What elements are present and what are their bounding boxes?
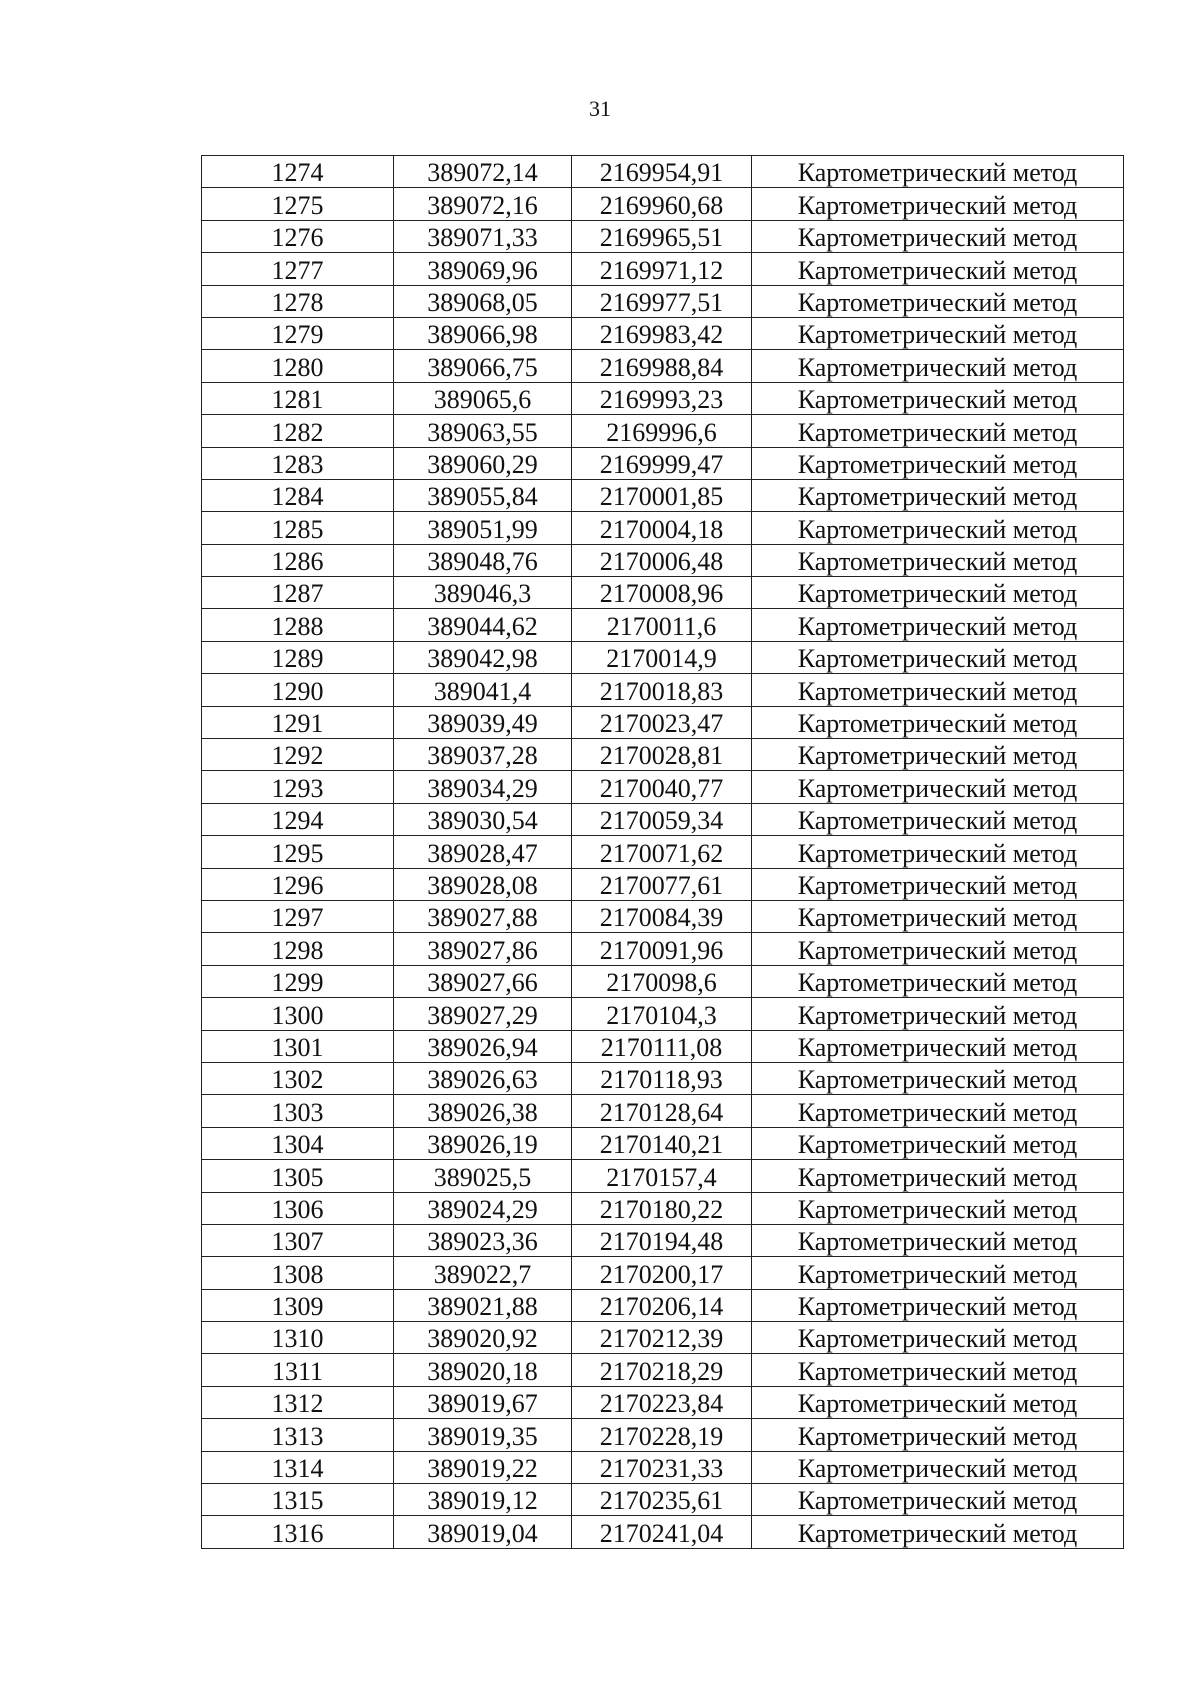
point-number-cell: 1309 xyxy=(202,1289,394,1321)
method-cell: Картометрический метод xyxy=(752,1289,1124,1321)
table-row xyxy=(202,1386,1124,1418)
method-cell: Картометрический метод xyxy=(752,577,1124,609)
y-coordinate-cell: 2170018,83 xyxy=(572,674,752,706)
y-coordinate-cell: 2169960,68 xyxy=(572,188,752,220)
point-number-cell: 1307 xyxy=(202,1224,394,1256)
method-cell: Картометрический метод xyxy=(752,998,1124,1030)
method-cell: Картометрический метод xyxy=(752,1257,1124,1289)
table-row xyxy=(202,220,1124,252)
x-coordinate-cell: 389066,75 xyxy=(394,350,572,382)
y-coordinate-cell: 2170001,85 xyxy=(572,479,752,511)
table-row xyxy=(202,739,1124,771)
method-cell: Картометрический метод xyxy=(752,1192,1124,1224)
point-number-cell: 1280 xyxy=(202,350,394,382)
y-coordinate-cell: 2170004,18 xyxy=(572,512,752,544)
point-number-cell: 1279 xyxy=(202,317,394,349)
point-number-cell: 1316 xyxy=(202,1516,394,1548)
table-row xyxy=(202,382,1124,414)
point-number-cell: 1305 xyxy=(202,1160,394,1192)
y-coordinate-cell: 2170231,33 xyxy=(572,1451,752,1483)
point-number-cell: 1276 xyxy=(202,220,394,252)
x-coordinate-cell: 389025,5 xyxy=(394,1160,572,1192)
x-coordinate-cell: 389072,14 xyxy=(394,156,572,188)
x-coordinate-cell: 389068,05 xyxy=(394,285,572,317)
x-coordinate-cell: 389063,55 xyxy=(394,415,572,447)
table-row xyxy=(202,674,1124,706)
method-cell: Картометрический метод xyxy=(752,641,1124,673)
y-coordinate-cell: 2170104,3 xyxy=(572,998,752,1030)
y-coordinate-cell: 2170111,08 xyxy=(572,1030,752,1062)
x-coordinate-cell: 389046,3 xyxy=(394,577,572,609)
point-number-cell: 1297 xyxy=(202,900,394,932)
method-cell: Картометрический метод xyxy=(752,253,1124,285)
method-cell: Картометрический метод xyxy=(752,447,1124,479)
point-number-cell: 1312 xyxy=(202,1386,394,1418)
x-coordinate-cell: 389071,33 xyxy=(394,220,572,252)
x-coordinate-cell: 389019,35 xyxy=(394,1419,572,1451)
x-coordinate-cell: 389027,29 xyxy=(394,998,572,1030)
x-coordinate-cell: 389026,94 xyxy=(394,1030,572,1062)
table-row xyxy=(202,577,1124,609)
table-row xyxy=(202,900,1124,932)
point-number-cell: 1294 xyxy=(202,803,394,835)
y-coordinate-cell: 2169965,51 xyxy=(572,220,752,252)
point-number-cell: 1289 xyxy=(202,641,394,673)
y-coordinate-cell: 2169993,23 xyxy=(572,382,752,414)
method-cell: Картометрический метод xyxy=(752,1224,1124,1256)
y-coordinate-cell: 2170023,47 xyxy=(572,706,752,738)
point-number-cell: 1274 xyxy=(202,156,394,188)
table-row xyxy=(202,350,1124,382)
table-row xyxy=(202,1451,1124,1483)
x-coordinate-cell: 389028,08 xyxy=(394,868,572,900)
point-number-cell: 1286 xyxy=(202,544,394,576)
table-row xyxy=(202,868,1124,900)
table-row xyxy=(202,1127,1124,1159)
table-row xyxy=(202,1257,1124,1289)
method-cell: Картометрический метод xyxy=(752,415,1124,447)
table-row xyxy=(202,1354,1124,1386)
y-coordinate-cell: 2170194,48 xyxy=(572,1224,752,1256)
table-row xyxy=(202,188,1124,220)
y-coordinate-cell: 2170098,6 xyxy=(572,965,752,997)
method-cell: Картометрический метод xyxy=(752,900,1124,932)
method-cell: Картометрический метод xyxy=(752,674,1124,706)
method-cell: Картометрический метод xyxy=(752,1160,1124,1192)
point-number-cell: 1300 xyxy=(202,998,394,1030)
point-number-cell: 1310 xyxy=(202,1322,394,1354)
point-number-cell: 1281 xyxy=(202,382,394,414)
table-row xyxy=(202,285,1124,317)
table-row xyxy=(202,512,1124,544)
y-coordinate-cell: 2169977,51 xyxy=(572,285,752,317)
y-coordinate-cell: 2170128,64 xyxy=(572,1095,752,1127)
method-cell: Картометрический метод xyxy=(752,1386,1124,1418)
x-coordinate-cell: 389051,99 xyxy=(394,512,572,544)
method-cell: Картометрический метод xyxy=(752,1354,1124,1386)
x-coordinate-cell: 389026,63 xyxy=(394,1062,572,1094)
point-number-cell: 1277 xyxy=(202,253,394,285)
x-coordinate-cell: 389037,28 xyxy=(394,739,572,771)
table-row xyxy=(202,544,1124,576)
y-coordinate-cell: 2170212,39 xyxy=(572,1322,752,1354)
x-coordinate-cell: 389019,04 xyxy=(394,1516,572,1548)
y-coordinate-cell: 2170077,61 xyxy=(572,868,752,900)
y-coordinate-cell: 2170235,61 xyxy=(572,1484,752,1516)
point-number-cell: 1306 xyxy=(202,1192,394,1224)
table-row xyxy=(202,479,1124,511)
x-coordinate-cell: 389039,49 xyxy=(394,706,572,738)
point-number-cell: 1311 xyxy=(202,1354,394,1386)
y-coordinate-cell: 2170071,62 xyxy=(572,836,752,868)
method-cell: Картометрический метод xyxy=(752,739,1124,771)
y-coordinate-cell: 2170011,6 xyxy=(572,609,752,641)
point-number-cell: 1304 xyxy=(202,1127,394,1159)
y-coordinate-cell: 2170180,22 xyxy=(572,1192,752,1224)
point-number-cell: 1313 xyxy=(202,1419,394,1451)
coordinates-table-body xyxy=(202,156,1124,1549)
x-coordinate-cell: 389020,18 xyxy=(394,1354,572,1386)
point-number-cell: 1288 xyxy=(202,609,394,641)
point-number-cell: 1283 xyxy=(202,447,394,479)
point-number-cell: 1301 xyxy=(202,1030,394,1062)
table-row xyxy=(202,998,1124,1030)
x-coordinate-cell: 389044,62 xyxy=(394,609,572,641)
x-coordinate-cell: 389034,29 xyxy=(394,771,572,803)
point-number-cell: 1295 xyxy=(202,836,394,868)
point-number-cell: 1302 xyxy=(202,1062,394,1094)
method-cell: Картометрический метод xyxy=(752,382,1124,414)
table-row xyxy=(202,965,1124,997)
method-cell: Картометрический метод xyxy=(752,220,1124,252)
table-row xyxy=(202,1419,1124,1451)
point-number-cell: 1298 xyxy=(202,933,394,965)
table-row xyxy=(202,1062,1124,1094)
table-row xyxy=(202,803,1124,835)
point-number-cell: 1299 xyxy=(202,965,394,997)
y-coordinate-cell: 2170206,14 xyxy=(572,1289,752,1321)
table-row xyxy=(202,836,1124,868)
point-number-cell: 1314 xyxy=(202,1451,394,1483)
x-coordinate-cell: 389027,66 xyxy=(394,965,572,997)
y-coordinate-cell: 2169988,84 xyxy=(572,350,752,382)
point-number-cell: 1293 xyxy=(202,771,394,803)
method-cell: Картометрический метод xyxy=(752,706,1124,738)
method-cell: Картометрический метод xyxy=(752,512,1124,544)
coordinates-table xyxy=(201,155,1124,1549)
table-row xyxy=(202,1322,1124,1354)
table-row xyxy=(202,447,1124,479)
x-coordinate-cell: 389030,54 xyxy=(394,803,572,835)
point-number-cell: 1291 xyxy=(202,706,394,738)
point-number-cell: 1296 xyxy=(202,868,394,900)
point-number-cell: 1287 xyxy=(202,577,394,609)
table-row xyxy=(202,1289,1124,1321)
y-coordinate-cell: 2170140,21 xyxy=(572,1127,752,1159)
x-coordinate-cell: 389021,88 xyxy=(394,1289,572,1321)
x-coordinate-cell: 389020,92 xyxy=(394,1322,572,1354)
point-number-cell: 1303 xyxy=(202,1095,394,1127)
point-number-cell: 1284 xyxy=(202,479,394,511)
point-number-cell: 1290 xyxy=(202,674,394,706)
y-coordinate-cell: 2169971,12 xyxy=(572,253,752,285)
point-number-cell: 1285 xyxy=(202,512,394,544)
method-cell: Картометрический метод xyxy=(752,188,1124,220)
point-number-cell: 1278 xyxy=(202,285,394,317)
table-row xyxy=(202,1516,1124,1548)
y-coordinate-cell: 2170218,29 xyxy=(572,1354,752,1386)
method-cell: Картометрический метод xyxy=(752,1322,1124,1354)
method-cell: Картометрический метод xyxy=(752,350,1124,382)
method-cell: Картометрический метод xyxy=(752,1095,1124,1127)
y-coordinate-cell: 2170084,39 xyxy=(572,900,752,932)
x-coordinate-cell: 389042,98 xyxy=(394,641,572,673)
x-coordinate-cell: 389048,76 xyxy=(394,544,572,576)
x-coordinate-cell: 389069,96 xyxy=(394,253,572,285)
table-row xyxy=(202,1224,1124,1256)
method-cell: Картометрический метод xyxy=(752,1030,1124,1062)
method-cell: Картометрический метод xyxy=(752,1419,1124,1451)
method-cell: Картометрический метод xyxy=(752,803,1124,835)
table-row xyxy=(202,933,1124,965)
method-cell: Картометрический метод xyxy=(752,1484,1124,1516)
method-cell: Картометрический метод xyxy=(752,965,1124,997)
method-cell: Картометрический метод xyxy=(752,609,1124,641)
x-coordinate-cell: 389024,29 xyxy=(394,1192,572,1224)
y-coordinate-cell: 2170200,17 xyxy=(572,1257,752,1289)
x-coordinate-cell: 389066,98 xyxy=(394,317,572,349)
y-coordinate-cell: 2170157,4 xyxy=(572,1160,752,1192)
x-coordinate-cell: 389041,4 xyxy=(394,674,572,706)
y-coordinate-cell: 2169983,42 xyxy=(572,317,752,349)
point-number-cell: 1292 xyxy=(202,739,394,771)
y-coordinate-cell: 2170223,84 xyxy=(572,1386,752,1418)
y-coordinate-cell: 2170028,81 xyxy=(572,739,752,771)
table-row xyxy=(202,1160,1124,1192)
point-number-cell: 1275 xyxy=(202,188,394,220)
x-coordinate-cell: 389023,36 xyxy=(394,1224,572,1256)
x-coordinate-cell: 389028,47 xyxy=(394,836,572,868)
method-cell: Картометрический метод xyxy=(752,933,1124,965)
y-coordinate-cell: 2170008,96 xyxy=(572,577,752,609)
y-coordinate-cell: 2169999,47 xyxy=(572,447,752,479)
method-cell: Картометрический метод xyxy=(752,868,1124,900)
y-coordinate-cell: 2170118,93 xyxy=(572,1062,752,1094)
x-coordinate-cell: 389019,22 xyxy=(394,1451,572,1483)
table-row xyxy=(202,156,1124,188)
y-coordinate-cell: 2170014,9 xyxy=(572,641,752,673)
point-number-cell: 1315 xyxy=(202,1484,394,1516)
x-coordinate-cell: 389065,6 xyxy=(394,382,572,414)
method-cell: Картометрический метод xyxy=(752,1516,1124,1548)
x-coordinate-cell: 389055,84 xyxy=(394,479,572,511)
table-row xyxy=(202,1095,1124,1127)
table-row xyxy=(202,1484,1124,1516)
method-cell: Картометрический метод xyxy=(752,479,1124,511)
table-row xyxy=(202,706,1124,738)
table-row xyxy=(202,415,1124,447)
x-coordinate-cell: 389019,67 xyxy=(394,1386,572,1418)
table-row xyxy=(202,1192,1124,1224)
y-coordinate-cell: 2169996,6 xyxy=(572,415,752,447)
point-number-cell: 1282 xyxy=(202,415,394,447)
y-coordinate-cell: 2170006,48 xyxy=(572,544,752,576)
method-cell: Картометрический метод xyxy=(752,317,1124,349)
y-coordinate-cell: 2170040,77 xyxy=(572,771,752,803)
table-row xyxy=(202,317,1124,349)
method-cell: Картометрический метод xyxy=(752,285,1124,317)
method-cell: Картометрический метод xyxy=(752,1451,1124,1483)
x-coordinate-cell: 389060,29 xyxy=(394,447,572,479)
method-cell: Картометрический метод xyxy=(752,771,1124,803)
point-number-cell: 1308 xyxy=(202,1257,394,1289)
table-row xyxy=(202,609,1124,641)
table-row xyxy=(202,771,1124,803)
x-coordinate-cell: 389026,38 xyxy=(394,1095,572,1127)
x-coordinate-cell: 389022,7 xyxy=(394,1257,572,1289)
method-cell: Картометрический метод xyxy=(752,1127,1124,1159)
page-number: 31 xyxy=(589,96,611,121)
x-coordinate-cell: 389027,88 xyxy=(394,900,572,932)
x-coordinate-cell: 389027,86 xyxy=(394,933,572,965)
x-coordinate-cell: 389026,19 xyxy=(394,1127,572,1159)
table-row xyxy=(202,253,1124,285)
table-row xyxy=(202,641,1124,673)
method-cell: Картометрический метод xyxy=(752,544,1124,576)
method-cell: Картометрический метод xyxy=(752,156,1124,188)
y-coordinate-cell: 2170228,19 xyxy=(572,1419,752,1451)
method-cell: Картометрический метод xyxy=(752,1062,1124,1094)
y-coordinate-cell: 2170059,34 xyxy=(572,803,752,835)
y-coordinate-cell: 2170091,96 xyxy=(572,933,752,965)
table-row xyxy=(202,1030,1124,1062)
y-coordinate-cell: 2169954,91 xyxy=(572,156,752,188)
y-coordinate-cell: 2170241,04 xyxy=(572,1516,752,1548)
x-coordinate-cell: 389072,16 xyxy=(394,188,572,220)
x-coordinate-cell: 389019,12 xyxy=(394,1484,572,1516)
method-cell: Картометрический метод xyxy=(752,836,1124,868)
